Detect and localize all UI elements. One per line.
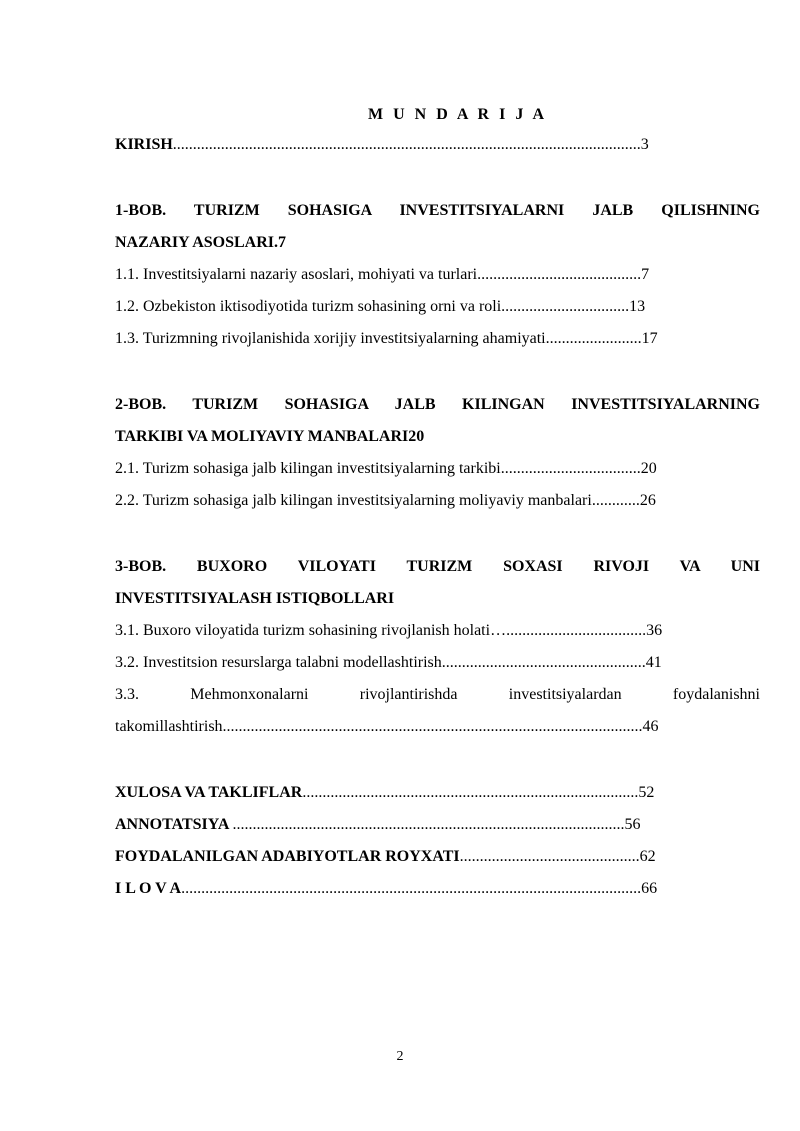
entry-label: XULOSA VA TAKLIFLAR — [115, 784, 303, 801]
page-number: 2 — [396, 1049, 404, 1064]
toc-entry-1-3: 1.3. Turizmning rivojlanishida xorijiy investitsiyalarning ahamiyati........................17 — [115, 330, 658, 347]
spacer — [115, 743, 760, 777]
toc-entry-1-2: 1.2. Ozbekiston iktisodiyotida turizm sohasining orni va roli................................13 — [115, 298, 646, 315]
entry-label: ANNOTATSIYA — [115, 816, 233, 833]
entry-page: 56 — [624, 816, 641, 833]
toc-entry-annotatsiya — [115, 809, 760, 841]
toc-entry-2-1: 2.1. Turizm sohasiga jalb kilingan investitsiyalarning tarkibi...................................20 — [115, 460, 657, 477]
chapter1-title-line2: NAZARIY ASOSLARI.7 — [115, 234, 286, 251]
entry-page: 52 — [638, 784, 655, 801]
toc-entry-1-1: 1.1. Investitsiyalarni nazariy asoslari, mohiyati va turlari.........................................7 — [115, 266, 650, 283]
chapter1-title-line1: 1-BOB. TURIZM SOHASIGA INVESTITSIYALARNI JALB QILISHNING — [115, 202, 760, 219]
spacer — [115, 355, 760, 389]
entry-label: FOYDALANILGAN ADABIYOTLAR ROYXATI — [115, 848, 460, 865]
entry-label: KIRISH — [115, 136, 173, 153]
toc-entry-xulosa — [115, 777, 760, 809]
chapter2-title-line2: TARKIBI VA MOLIYAVIY MANBALARI20 — [115, 428, 425, 445]
toc-entry-3-1: 3.1. Buxoro viloyatida turizm sohasining rivojlanish holati…...................................36 — [115, 622, 663, 639]
chapter2-title-line1: 2-BOB. TURIZM SOHASIGA JALB KILINGAN INVESTITSIYALARNING — [115, 396, 760, 413]
toc-title: M U N D A R I J A — [367, 106, 547, 123]
toc-entry-foydalanilgan — [115, 841, 760, 873]
entry-dots: ..................................................................................................................... — [172, 136, 641, 153]
toc-entry-ilova — [115, 873, 760, 905]
toc-entry-3-3-line1: 3.3. Mehmonxonalarni rivojlantirishda investitsiyalardan foydalanishni — [115, 686, 760, 703]
toc-entry-3-2: 3.2. Investitsion resurslarga talabni modellashtirish...................................................41 — [115, 654, 662, 671]
toc-entry-3-3-line2: takomillashtirish.........................................................................................................46 — [115, 718, 659, 735]
entry-page: 66 — [641, 880, 658, 897]
toc-entry-2-2: 2.2. Turizm sohasiga jalb kilingan investitsiyalarning moliyaviy manbalari............26 — [115, 492, 656, 509]
entry-dots: ............................................. — [459, 848, 640, 865]
chapter3-title-line2: INVESTITSIYALASH ISTIQBOLLARI — [115, 590, 395, 607]
spacer — [115, 161, 760, 195]
table-of-contents — [115, 101, 760, 905]
entry-dots: ................................................................................................................... — [181, 880, 642, 897]
entry-dots: .................................................................................................. — [232, 816, 625, 833]
spacer — [115, 517, 760, 551]
entry-dots: .................................................................................... — [302, 784, 639, 801]
chapter3-title-line1: 3-BOB. BUXORO VILOYATI TURIZM SOXASI RIVOJI VA UNI — [115, 558, 760, 575]
entry-label: I L O V A — [115, 880, 182, 897]
toc-entry-kirish — [115, 129, 760, 161]
entry-page: 62 — [639, 848, 656, 865]
entry-page: 3 — [640, 136, 649, 153]
